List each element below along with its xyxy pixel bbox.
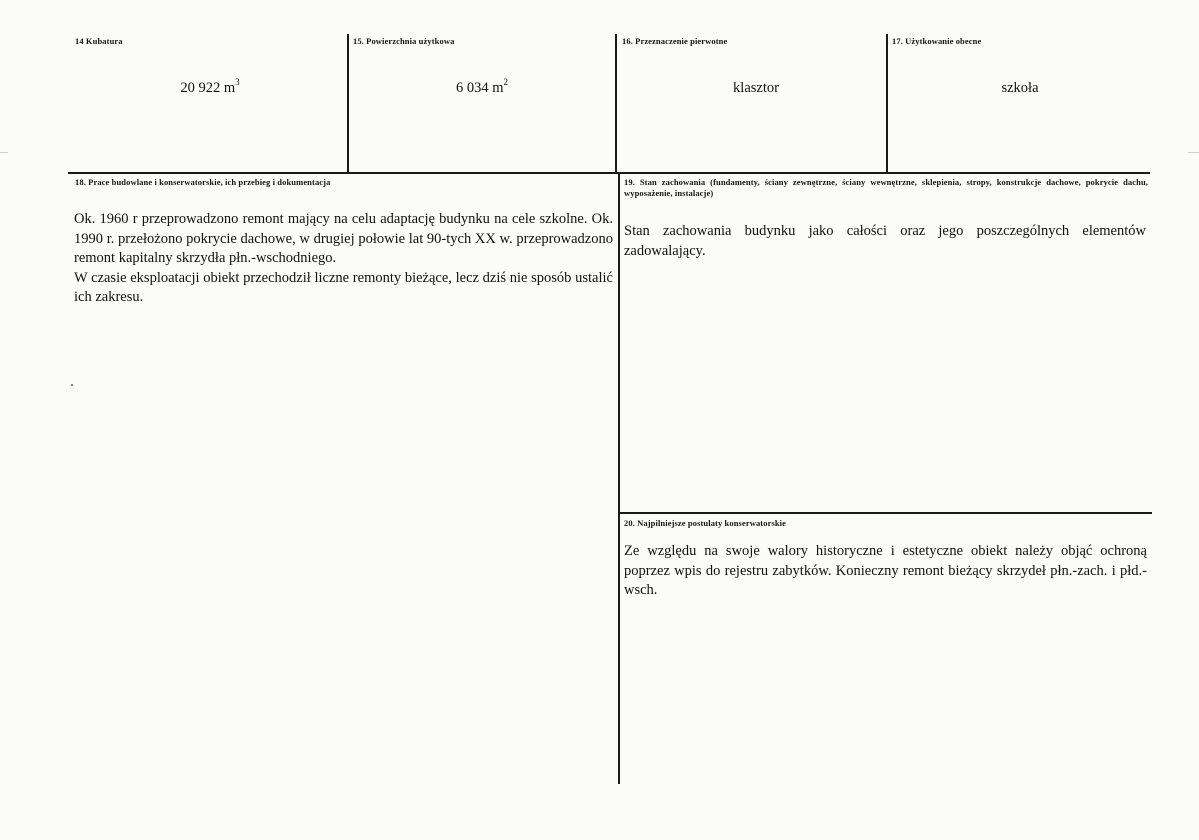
- right-edge-mark: [1188, 152, 1199, 153]
- field-14-label: 14 Kubatura: [75, 36, 123, 46]
- field-18-paragraph-1: Ok. 1960 r przeprowadzono remont mający na celu adaptację budynku na cele szkolne. Ok. 1990 r. przełożono pokrycie dachowe, w drugiej połowie lat 90-tych XX w. przeprowadzono remont kapitalny skrzydła płn.-wschodniego.: [74, 211, 613, 266]
- field-14-value: [160, 77, 260, 97]
- field-14-exponent: 3: [235, 77, 240, 87]
- field-17-value: szkoła: [1001, 80, 1039, 96]
- field-18-text: [74, 210, 613, 308]
- field-19-label: 19. Stan zachowania (fundamenty, ściany zewnętrzne, ściany wewnętrzne, sklepienia, stropy, konstrukcje dachowe, pokrycie dachu, wyposażenie, instalacje): [624, 177, 1148, 198]
- field-20-top-rule: [620, 512, 1152, 514]
- top-row-bottom-rule: [68, 172, 1150, 174]
- field-15-number: 6 034 m: [455, 80, 504, 96]
- divider-16-left: [615, 34, 617, 174]
- field-20-label: 20. Najpilniejsze postulaty konserwatorskie: [624, 518, 787, 528]
- field-18-label: 18. Prace budowlane i konserwatorskie, ich przebieg i dokumentacja: [75, 177, 331, 187]
- field-18-paragraph-2: W czasie eksploatacji obiekt przechodził liczne remonty bieżące, lecz dziś nie sposób ustalić ich zakresu.: [74, 269, 613, 305]
- divider-main: [618, 172, 620, 784]
- field-19-text: Stan zachowania budynku jako całości oraz jego poszczególnych elementów zadowalający.: [624, 223, 1146, 259]
- field-14-number: 20 922 m: [180, 80, 236, 96]
- scan-speck: [71, 384, 73, 386]
- field-15-exponent: 2: [503, 77, 509, 87]
- field-20-text: Ze względu na swoje walory historyczne i estetyczne obiekt należy objąć ochroną poprzez wpis do rejestru zabytków. Konieczny remont bieżący skrzydeł płn.-zach. i płd.-wsch.: [624, 543, 1147, 598]
- field-15-value: [432, 77, 532, 97]
- field-16-value: klasztor: [733, 80, 779, 96]
- field-17-label: 17. Użytkowanie obecne: [892, 36, 982, 46]
- field-15-label: 15. Powierzchnia użytkowa: [353, 36, 455, 46]
- divider-15-left: [347, 34, 349, 174]
- left-edge-mark: [0, 152, 8, 153]
- divider-17-left: [886, 34, 888, 174]
- field-16-label: 16. Przeznaczenie pierwotne: [622, 36, 728, 46]
